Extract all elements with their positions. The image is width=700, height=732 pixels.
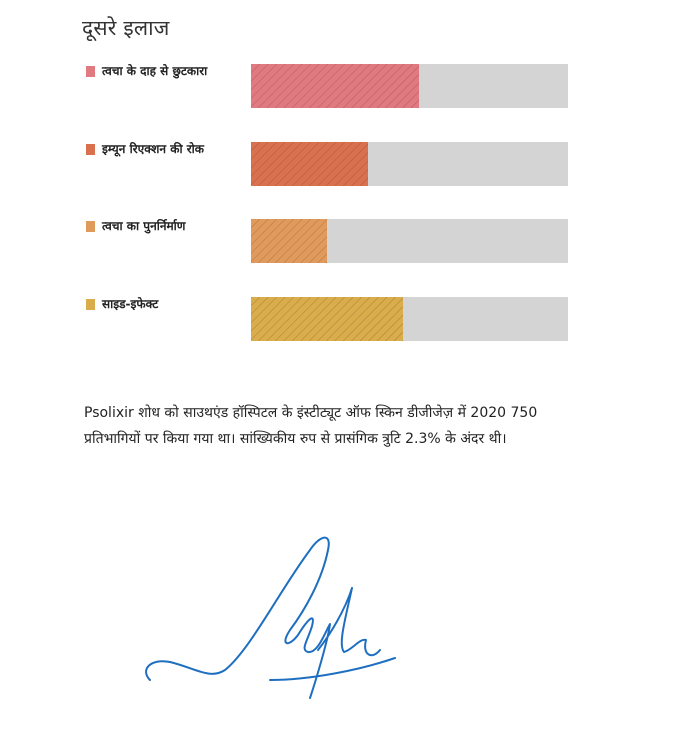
bar-track	[251, 219, 568, 263]
category-label: त्वचा के दाह से छुटकारा	[102, 64, 208, 78]
category-label: इम्यून रिएक्शन की रोक	[102, 142, 204, 156]
legend-swatch	[86, 66, 95, 77]
legend-swatch	[86, 221, 95, 232]
legend-swatch	[86, 144, 95, 155]
research-note: Psolixir शोध को साउथएंड हॉस्पिटल के इंस्टीट्यूट ऑफ स्किन डीजीजेज़ में 2020 750 प्रतिभागियों पर किया गया था। सांख्यिकीय रुप से प्रासंगिक त्रुटि 2.3% के अंदर थी।	[84, 405, 538, 447]
bar	[251, 142, 368, 186]
bar	[251, 219, 327, 263]
bar	[251, 297, 403, 341]
bar-track	[251, 142, 568, 186]
legend-swatch	[86, 299, 95, 310]
chart-title: दूसरे इलाज	[82, 16, 170, 40]
category-label: त्वचा का पुनर्निर्माण	[102, 219, 186, 233]
bar	[251, 64, 419, 108]
bar-track	[251, 64, 568, 108]
category-label: साइड-इफेक्ट	[102, 297, 159, 311]
signature-icon	[140, 530, 410, 710]
bar-track	[251, 297, 568, 341]
bar-chart	[0, 0, 700, 360]
